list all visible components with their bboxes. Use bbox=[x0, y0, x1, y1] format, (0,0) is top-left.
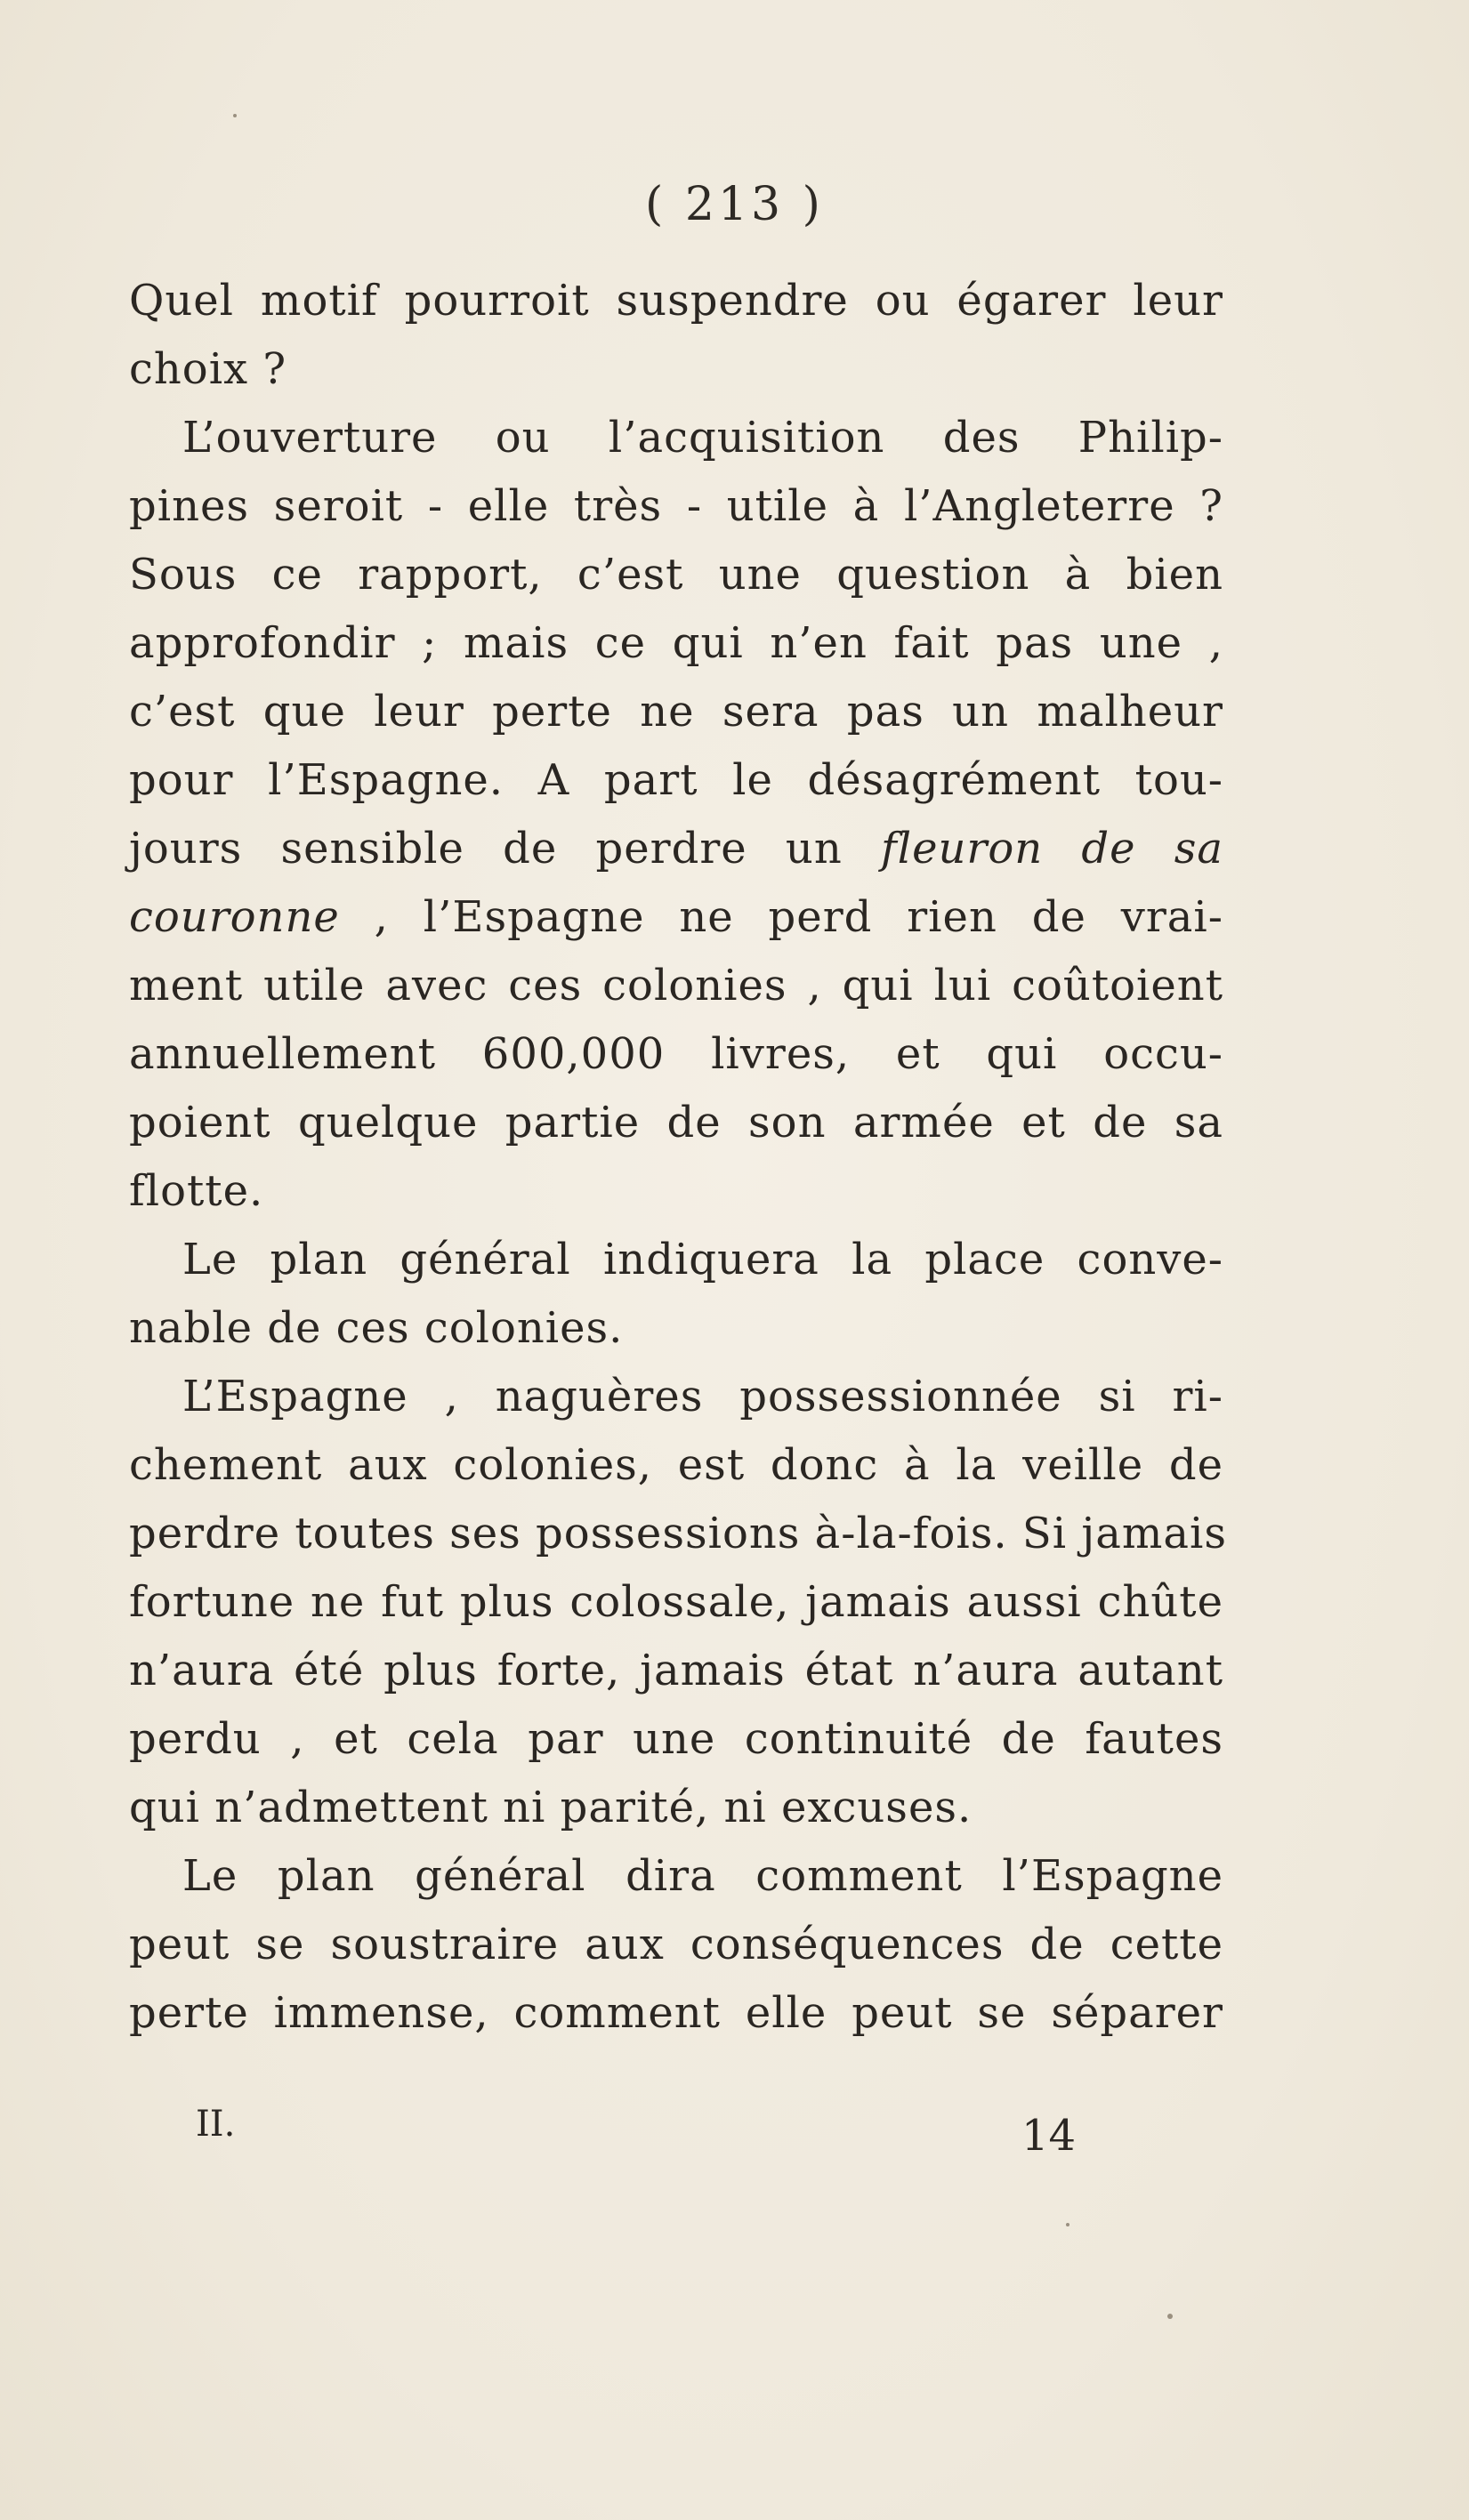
text-line: qui n’admettent ni parité, ni excuses. bbox=[129, 1783, 973, 1832]
paper-speck bbox=[1066, 2223, 1069, 2226]
text-line: pines seroit - elle très - utile à l’Angleterre ? bbox=[129, 481, 1223, 531]
text-line bbox=[129, 815, 1223, 883]
text-line: flotte. bbox=[129, 1166, 264, 1216]
text-line: poient quelque partie de son armée et de sa bbox=[129, 1098, 1223, 1147]
paper-speck bbox=[1167, 2314, 1173, 2319]
text-line: c’est que leur perte ne sera pas un malheur bbox=[129, 687, 1223, 737]
body-text bbox=[129, 267, 1227, 2048]
text-line: peut se soustraire aux conséquences de cette bbox=[129, 1920, 1223, 1969]
text-line: annuellement 600,000 livres, et qui occu- bbox=[129, 1029, 1223, 1079]
text-line: pour l’Espagne. A part le désagrément tou- bbox=[129, 755, 1223, 805]
text-segment: , l’Espagne ne perd rien de vrai- bbox=[374, 892, 1223, 942]
text-line: choix ? bbox=[129, 344, 287, 394]
paper-speck bbox=[233, 114, 237, 117]
italic-phrase: couronne bbox=[129, 892, 340, 942]
text-line: Le plan général dira comment l’Espagne bbox=[182, 1851, 1223, 1901]
text-line: nable de ces colonies. bbox=[129, 1303, 624, 1353]
text-line: L’Espagne , naguères possessionnée si ri- bbox=[182, 1372, 1223, 1421]
folio-number: 14 bbox=[1021, 2111, 1077, 2161]
text-line: perdre toutes ses possessions à-la-fois. Si jamais bbox=[129, 1509, 1227, 1558]
text-line: Quel motif pourroit suspendre ou égarer leur bbox=[129, 276, 1223, 326]
italic-phrase: fleuron de sa bbox=[880, 824, 1224, 874]
signature-mark: II. bbox=[196, 2104, 236, 2145]
text-line: Le plan général indiquera la place conve- bbox=[182, 1235, 1223, 1284]
text-line: perdu , et cela par une continuité de fautes bbox=[129, 1714, 1223, 1764]
text-line bbox=[129, 883, 1223, 952]
text-line: chement aux colonies, est donc à la veille de bbox=[129, 1440, 1223, 1490]
text-line: L’ouverture ou l’acquisition des Philip- bbox=[182, 413, 1223, 463]
text-line: n’aura été plus forte, jamais état n’aura autant bbox=[129, 1646, 1223, 1695]
text-line: ment utile avec ces colonies , qui lui coûtoient bbox=[129, 961, 1223, 1010]
page-number-header: ( 213 ) bbox=[645, 178, 824, 231]
text-line: Sous ce rapport, c’est une question à bien bbox=[129, 550, 1223, 600]
text-line: perte immense, comment elle peut se séparer bbox=[129, 1988, 1223, 2038]
text-segment: jours sensible de perdre un bbox=[129, 824, 843, 874]
text-line: fortune ne fut plus colossale, jamais aussi chûte bbox=[129, 1577, 1223, 1627]
page-footer bbox=[129, 2104, 1223, 2161]
text-line: approfondir ; mais ce qui n’en fait pas une , bbox=[129, 618, 1223, 668]
